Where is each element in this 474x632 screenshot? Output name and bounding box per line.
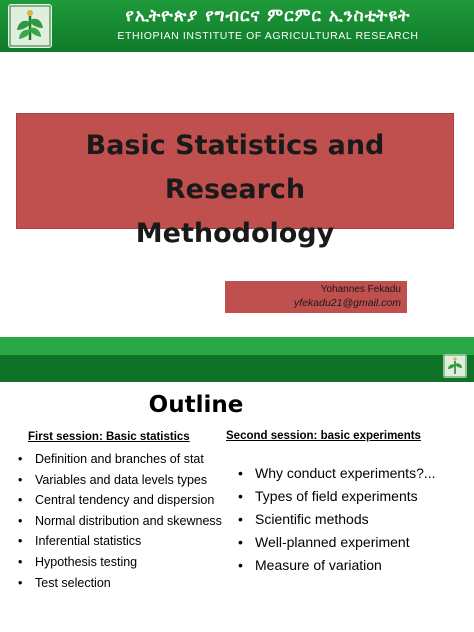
- slide-divider-band: [0, 337, 474, 355]
- small-institute-logo-icon: [443, 354, 467, 378]
- presentation-title: [17, 124, 453, 256]
- title-line-2: Methodology: [135, 218, 335, 249]
- author-email: yfekadu21@gmail.com: [294, 297, 401, 309]
- author-box: [225, 281, 407, 313]
- list-item: • Scientific methods: [237, 508, 467, 531]
- title-line-1: Basic Statistics and Research: [85, 130, 385, 205]
- list-item: • Measure of variation: [237, 554, 467, 577]
- institute-logo-icon: [8, 4, 52, 48]
- first-session-heading: First session: Basic statistics: [28, 431, 190, 443]
- first-session-list: [17, 449, 231, 593]
- institute-name-amharic: የኢትዮጵያ የግብርና ምርምር ኢንስቲትዩት: [125, 6, 411, 26]
- list-item: • Hypothesis testing: [17, 552, 231, 573]
- outline-heading: Outline: [148, 392, 244, 418]
- author-name: Yohannes Fekadu: [320, 284, 401, 295]
- list-item: • Variables and data levels types: [17, 470, 231, 491]
- list-item: • Why conduct experiments?...: [237, 462, 467, 485]
- title-box: [16, 113, 454, 249]
- list-item: • Inferential statistics: [17, 531, 231, 552]
- institute-name-english: ETHIOPIAN INSTITUTE OF AGRICULTURAL RESEARCH: [117, 30, 419, 42]
- institute-banner: [0, 0, 474, 52]
- list-item: • Normal distribution and skewness: [17, 511, 231, 532]
- list-item: • Definition and branches of stat: [17, 449, 231, 470]
- second-session-heading: Second session: basic experiments: [226, 430, 421, 442]
- second-session-list: [237, 462, 467, 577]
- list-item: • Test selection: [17, 573, 231, 594]
- slide-header-band: [0, 355, 474, 382]
- list-item: • Central tendency and dispersion: [17, 490, 231, 511]
- list-item: • Types of field experiments: [237, 485, 467, 508]
- list-item: • Well-planned experiment: [237, 531, 467, 554]
